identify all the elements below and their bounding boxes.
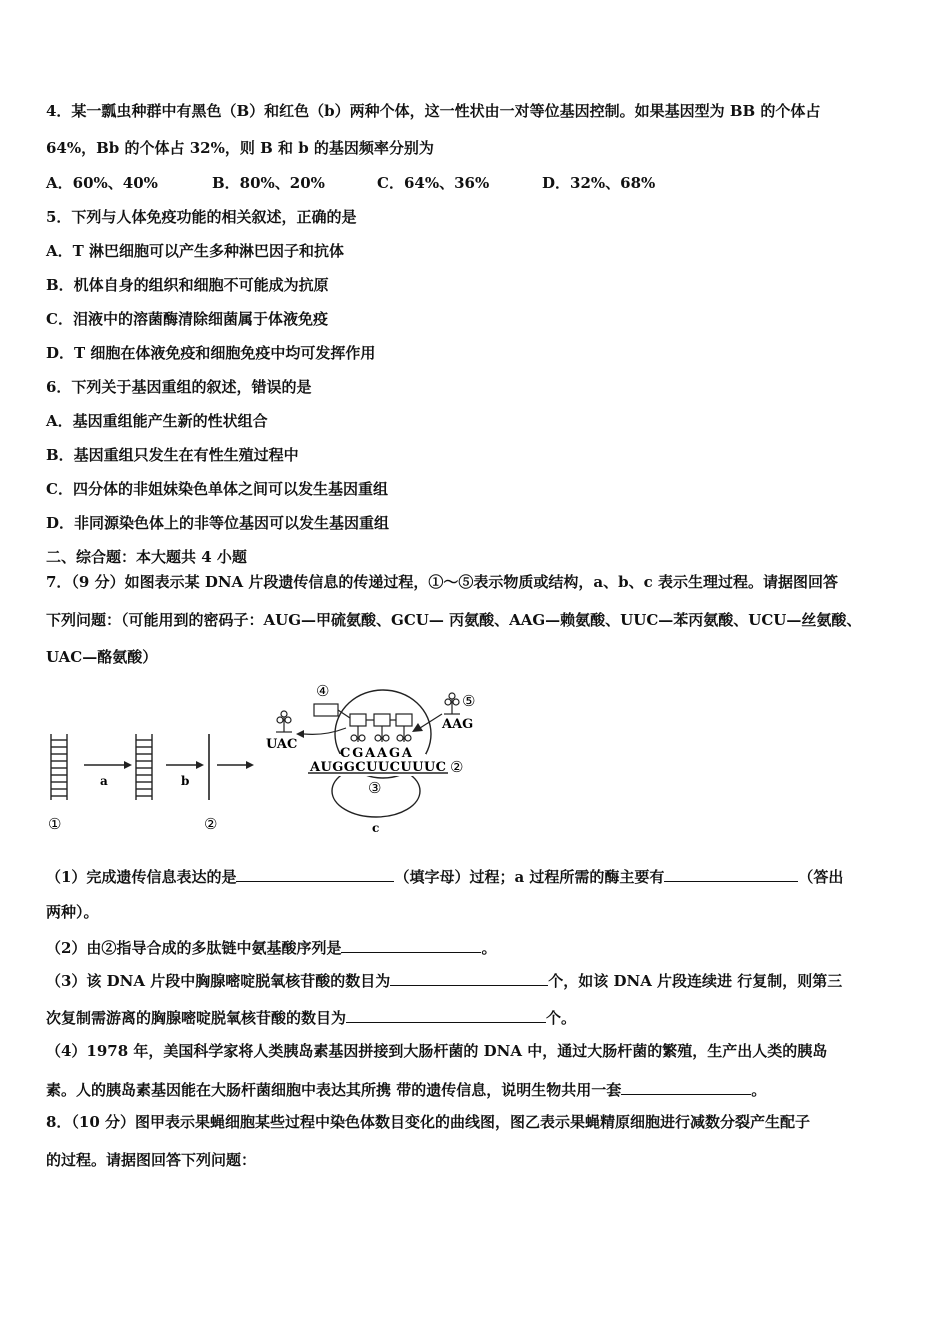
label-4: ④ [316, 682, 330, 700]
q7-sub1 [46, 865, 843, 887]
trna-incoming [444, 693, 460, 714]
aag-label: AAG [442, 717, 474, 732]
entry-arrow [420, 714, 442, 728]
q7-sub2 [46, 936, 496, 958]
arrow-b [166, 761, 204, 769]
q7-sub1-text-c: （答出 [798, 868, 844, 886]
q5-option-c: C．泪液中的溶菌酶清除细菌属于体液免疫 [46, 310, 328, 328]
q5-stem: 5．下列与人体免疫功能的相关叙述，正确的是 [46, 208, 357, 226]
dna-transcription-translation-figure [40, 676, 480, 838]
answer-blank-5[interactable] [346, 1006, 546, 1023]
uac-label: UAC [266, 737, 298, 752]
dna-ladder-2 [136, 734, 152, 800]
label-c: c [372, 821, 380, 835]
trna-leaving [276, 711, 292, 732]
q7-sub3-cont [46, 1006, 576, 1028]
q5-option-b: B．机体自身的组织和细胞不可能成为抗原 [46, 276, 329, 294]
answer-blank-6[interactable] [621, 1078, 751, 1095]
q8-stem-line2: 的过程。请据图回答下列问题： [46, 1151, 257, 1169]
q4-option-b: B．80%、20% [212, 174, 325, 192]
exit-arrow [304, 728, 346, 734]
q7-stem-line3: UAC—酪氨酸） [46, 648, 158, 666]
q6-option-d: D．非同源染色体上的非等位基因可以发生基因重组 [46, 514, 390, 532]
label-2b: ② [450, 758, 464, 776]
q7-sub3-text-c: 次复制需游离的胸腺嘧啶脱氧核苷酸的数目为 [46, 1009, 347, 1027]
q6-option-c: C．四分体的非姐妹染色单体之间可以发生基因重组 [46, 480, 388, 498]
label-1: ① [48, 815, 62, 833]
q5-option-a: A．T 淋巴细胞可以产生多种淋巴因子和抗体 [46, 242, 345, 260]
q7-stem-line1: 7．（9 分）如图表示某 DNA 片段遗传信息的传递过程，①～⑤表示物质或结构，a、b、c 表示生理过程。请据图回答 [46, 573, 838, 591]
q7-sub2-text-a: （2）由②指导合成的多肽链中氨基酸序列是 [46, 939, 342, 957]
q7-sub4-text-b: 素。人的胰岛素基因能在大肠杆菌细胞中表达其所携 带的遗传信息，说明生物共用一套 [46, 1081, 622, 1099]
label-b: b [181, 774, 190, 788]
mrna-sequence: AUGGCUUCUUUC [310, 760, 446, 775]
q7-sub3-text-d: 个。 [546, 1009, 577, 1027]
q5-option-d: D．T 细胞在体液免疫和细胞免疫中均可发挥作用 [46, 344, 376, 362]
label-5: ⑤ [462, 692, 476, 710]
label-a: a [100, 774, 108, 788]
answer-blank-4[interactable] [390, 969, 548, 986]
q7-sub1-text-b: （填字母）过程；a 过程所需的酶主要有 [394, 868, 665, 886]
answer-blank-1[interactable] [236, 865, 394, 882]
q4-stem-line1: 4．某一瓢虫种群中有黑色（B）和红色（b）两种个体，这一性状由一对等位基因控制。如果基因型为 BB 的个体占 [46, 102, 821, 120]
answer-blank-2[interactable] [664, 865, 798, 882]
q4-option-a: A．60%、40% [46, 174, 158, 192]
anticodon-sequence: CGAAGA [340, 746, 412, 761]
q6-stem: 6．下列关于基因重组的叙述，错误的是 [46, 378, 312, 396]
q7-sub2-text-b: 。 [481, 939, 497, 957]
q7-sub4-text-c: 。 [751, 1081, 767, 1099]
section-heading: 二、综合题：本大题共 4 小题 [46, 548, 247, 566]
q7-sub1-cont: 两种）。 [46, 903, 99, 921]
q4-option-d: D．32%、68% [542, 174, 656, 192]
polypeptide-box [314, 704, 338, 716]
label-3: ③ [368, 779, 382, 797]
q7-stem-line2: 下列问题：（可能用到的密码子：AUG—甲硫氨酸、GCU— 丙氨酸、AAG—赖氨酸、UUC—苯丙氨酸、UCU—丝氨酸、 [46, 611, 862, 629]
trna-group [350, 714, 412, 742]
q6-option-b: B．基因重组只发生在有性生殖过程中 [46, 446, 299, 464]
label-2: ② [204, 815, 218, 833]
q7-sub3-text-a: （3）该 DNA 片段中胸腺嘧啶脱氧核苷酸的数目为 [46, 972, 391, 990]
dna-ladder-1 [51, 734, 67, 800]
q4-stem-line2: 64%，Bb 的个体占 32%，则 B 和 b 的基因频率分别为 [46, 139, 434, 157]
arrow-c [217, 761, 254, 769]
q6-option-a: A．基因重组能产生新的性状组合 [46, 412, 268, 430]
q7-sub3 [46, 969, 842, 991]
q7-sub4-cont [46, 1078, 766, 1100]
q7-sub1-text-a: （1）完成遗传信息表达的是 [46, 868, 237, 886]
q7-sub3-text-b: 个，如该 DNA 片段连续进 行复制，则第三 [548, 972, 843, 990]
q8-stem-line1: 8．（10 分）图甲表示果蝇细胞某些过程中染色体数目变化的曲线图，图乙表示果蝇精原细胞进行减数分裂产生配子 [46, 1113, 811, 1131]
q4-option-c: C．64%、36% [377, 174, 490, 192]
q7-sub4: （4）1978 年，美国科学家将人类胰岛素基因拼接到大肠杆菌的 DNA 中，通过大肠杆菌的繁殖，生产出人类的胰岛 [46, 1042, 828, 1060]
arrow-a [84, 761, 132, 769]
answer-blank-3[interactable] [341, 936, 481, 953]
